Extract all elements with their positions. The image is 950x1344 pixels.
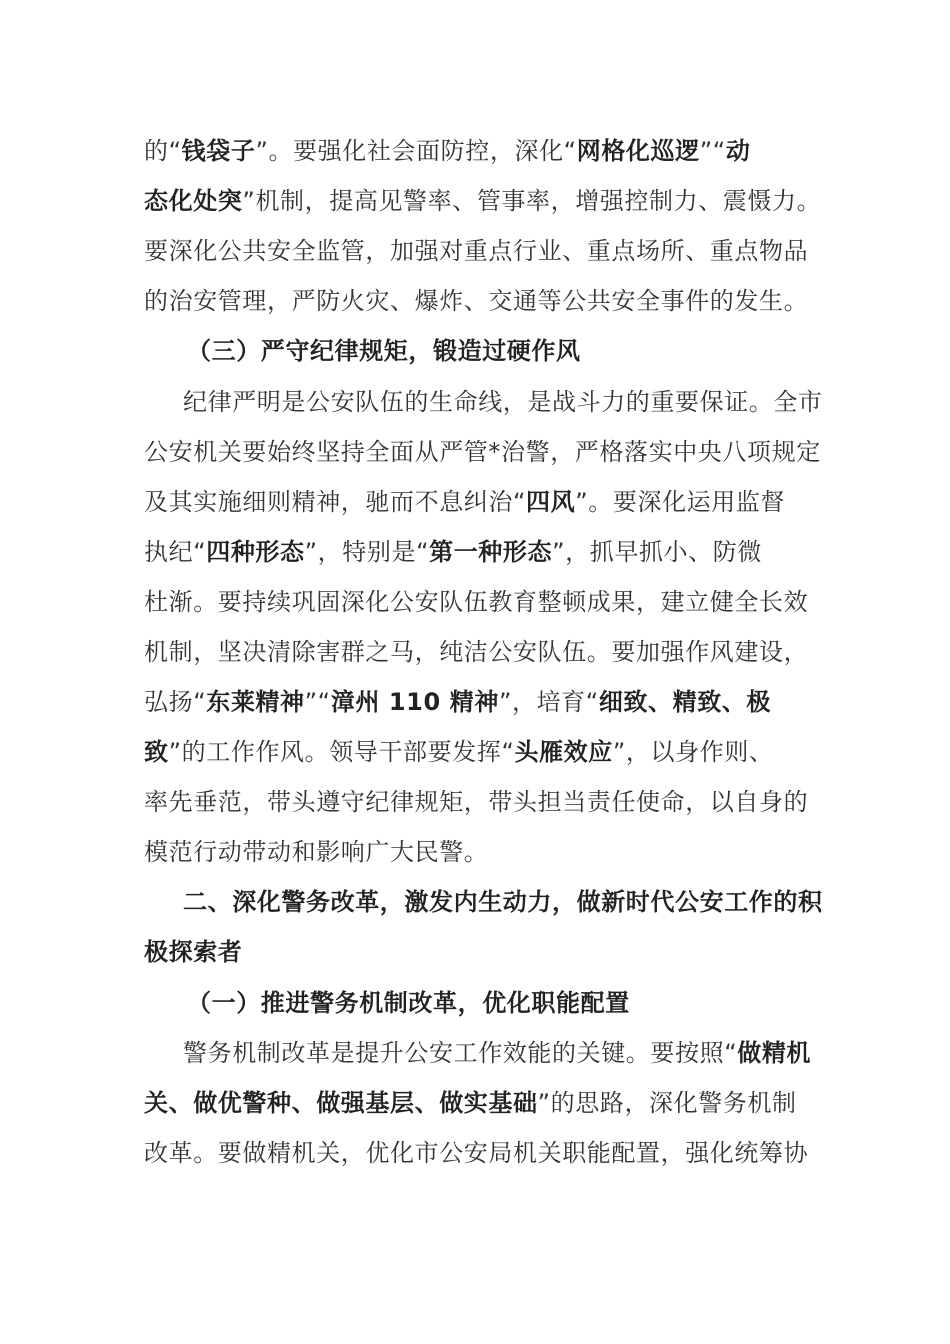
bold-text-run: 四风	[526, 488, 576, 516]
bold-text-run: 细致、精致、极	[598, 688, 772, 716]
text-run: 执纪“	[144, 538, 207, 566]
text-run: 杜渐。要持续巩固深化公安队伍教育整顿成果，建立健全长效	[144, 588, 809, 616]
text-line	[144, 785, 824, 819]
text-run: 模范行动带动和影响广大民警。	[144, 838, 489, 866]
bold-text-run: 做精机	[737, 1039, 812, 1067]
bold-text-run: （三）严守纪律规矩，锻造过硬作风	[187, 337, 581, 365]
text-run: ”“	[304, 688, 331, 716]
bold-text-run: 致	[144, 738, 169, 766]
text-line	[144, 1086, 824, 1120]
text-line	[144, 835, 824, 869]
text-run: 警务机制改革是提升公安工作效能的关键。要按照“	[183, 1039, 738, 1067]
text-run: 弘扬“	[144, 688, 207, 716]
text-run: ”“	[699, 137, 726, 165]
text-run: 机制，坚决清除害群之马，纯洁公安队伍。要加强作风建设，	[144, 638, 809, 666]
text-line	[144, 635, 824, 669]
chapter-heading-continued	[144, 935, 824, 969]
paragraph-first-line	[183, 1036, 863, 1070]
text-run: ”，特别是“	[304, 538, 430, 566]
text-run: ”，培育“	[498, 688, 599, 716]
text-line	[144, 685, 824, 719]
text-line	[144, 184, 824, 218]
text-run: ”。要强化社会面防控，深化“	[255, 137, 577, 165]
text-line	[144, 284, 824, 318]
section-heading	[187, 334, 867, 368]
text-line	[144, 585, 824, 619]
text-run: 及其实施细则精神，驰而不息纠治“	[144, 488, 527, 516]
text-run: ”机制，提高见警率、管事率，增强控制力、震慑力。	[242, 187, 822, 215]
text-run: ”。要深化运用监督	[575, 488, 786, 516]
text-line	[144, 435, 824, 469]
text-run: 改革。要做精机关，优化市公安局机关职能配置，强化统筹协	[144, 1139, 809, 1167]
bold-text-run: 东莱精神	[206, 688, 305, 716]
text-run: 要深化公共安全监管，加强对重点行业、重点场所、重点物品	[144, 237, 809, 265]
bold-text-run: 态化处突	[144, 187, 243, 215]
text-run: ”，抓早抓小、防微	[552, 538, 762, 566]
bold-text-run: 头雁效应	[514, 738, 613, 766]
chapter-heading	[183, 885, 863, 919]
bold-text-run: 动	[725, 137, 751, 165]
bold-text-run: 四种形态	[206, 538, 305, 566]
bold-text-run: 极探索者	[144, 938, 243, 966]
bold-text-run: 关、做优警种、做强基层、做实基础	[144, 1089, 538, 1117]
bold-text-run: 第一种形态	[429, 538, 553, 566]
bold-text-run: 网格化巡逻	[576, 137, 700, 165]
text-run: ”的思路，深化警务机制	[537, 1089, 797, 1117]
text-run: 公安机关要始终坚持全面从严管*治警，严格落实中央八项规定	[144, 438, 821, 466]
text-run: ”，以身作则、	[612, 738, 774, 766]
bold-text-run: （一）推进警务机制改革，优化职能配置	[187, 989, 630, 1017]
text-line	[144, 234, 824, 268]
text-run: 的治安管理，严防火灾、爆炸、交通等公共安全事件的发生。	[144, 287, 809, 315]
bold-text-run: 漳州 110 精神	[330, 688, 499, 716]
text-line	[144, 1136, 824, 1170]
bold-text-run: 钱袋子	[181, 137, 256, 165]
paragraph-first-line	[183, 385, 863, 419]
text-line	[144, 485, 824, 519]
text-run: 率先垂范，带头遵守纪律规矩，带头担当责任使命，以自身的	[144, 788, 809, 816]
text-run: ”的工作作风。领导干部要发挥“	[168, 738, 515, 766]
text-run: 纪律严明是公安队伍的生命线，是战斗力的重要保证。全市	[183, 388, 823, 416]
text-line	[144, 134, 824, 168]
section-heading	[187, 986, 867, 1020]
bold-text-run: 二、深化警务改革，激发内生动力，做新时代公安工作的积	[183, 888, 823, 916]
text-line	[144, 535, 824, 569]
text-run: 的“	[144, 137, 182, 165]
text-line	[144, 735, 824, 769]
